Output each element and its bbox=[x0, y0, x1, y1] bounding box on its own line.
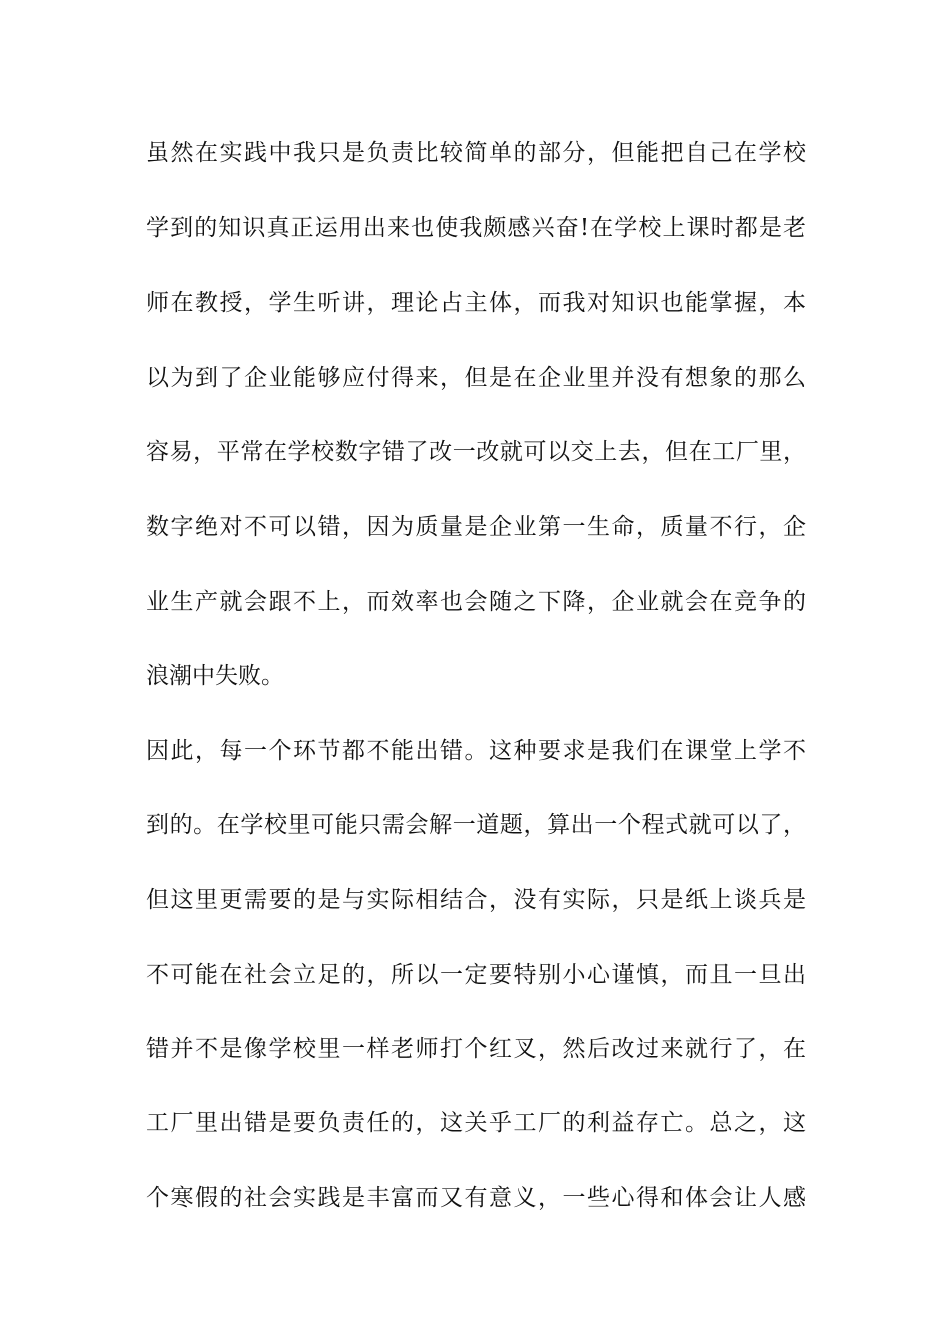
text-line-12: 不可能在社会立足的，所以一定要特别小心谨慎，而且一旦出 bbox=[146, 962, 806, 988]
text-line-8: 浪潮中失败。 bbox=[146, 663, 284, 689]
text-line-6: 数字绝对不可以错，因为质量是企业第一生命，质量不行，企 bbox=[146, 514, 806, 540]
text-line-5: 容易，平常在学校数字错了改一改就可以交上去，但在工厂里， bbox=[146, 439, 806, 465]
text-line-10: 到的。在学校里可能只需会解一道题，算出一个程式就可以了， bbox=[146, 812, 806, 838]
text-line-14: 工厂里出错是要负责任的，这关乎工厂的利益存亡。总之，这 bbox=[146, 1110, 806, 1136]
text-line-9: 因此，每一个环节都不能出错。这种要求是我们在课堂上学不 bbox=[146, 738, 806, 764]
text-line-11: 但这里更需要的是与实际相结合，没有实际，只是纸上谈兵是 bbox=[146, 887, 806, 913]
text-line-13: 错并不是像学校里一样老师打个红叉，然后改过来就行了，在 bbox=[146, 1036, 806, 1062]
text-line-3: 师在教授，学生听讲，理论占主体，而我对知识也能掌握，本 bbox=[146, 290, 806, 316]
text-line-2: 学到的知识真正运用出来也使我颇感兴奋!在学校上课时都是老 bbox=[146, 215, 806, 241]
text-line-4: 以为到了企业能够应付得来，但是在企业里并没有想象的那么 bbox=[146, 365, 806, 391]
text-line-1: 虽然在实践中我只是负责比较简单的部分，但能把自己在学校 bbox=[146, 140, 806, 166]
text-line-15: 个寒假的社会实践是丰富而又有意义，一些心得和体会让人感 bbox=[146, 1185, 806, 1211]
text-line-7: 业生产就会跟不上，而效率也会随之下降，企业就会在竞争的 bbox=[146, 589, 806, 615]
